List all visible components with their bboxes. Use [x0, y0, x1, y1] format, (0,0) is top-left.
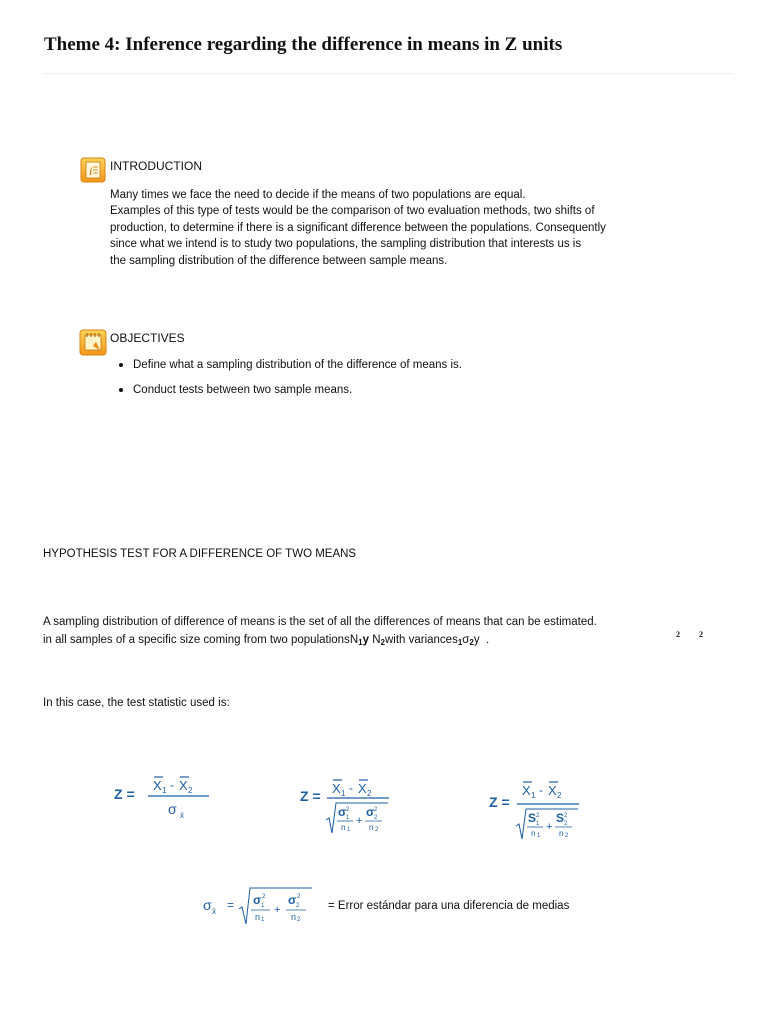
- notepad-icon: [79, 329, 107, 356]
- standard-error-formula: [200, 880, 330, 930]
- svg-text:X: X: [332, 781, 341, 796]
- svg-text:2: 2: [565, 833, 569, 839]
- svg-text:σ: σ: [168, 801, 177, 817]
- svg-text:+: +: [546, 821, 553, 833]
- svg-text:n: n: [559, 829, 564, 838]
- svg-text:σ: σ: [366, 805, 375, 819]
- svg-text:2: 2: [375, 827, 379, 833]
- svg-text:n: n: [369, 823, 374, 832]
- svg-text:2: 2: [346, 807, 350, 813]
- population-n: N: [349, 634, 359, 646]
- svg-text:1: 1: [347, 827, 351, 833]
- svg-text:2: 2: [188, 786, 193, 795]
- objectives-list: [118, 357, 462, 407]
- info-note-icon: [80, 157, 106, 183]
- svg-text:2: 2: [536, 813, 540, 819]
- sigma-symbol: σ: [462, 634, 470, 646]
- superscript: 2: [676, 630, 680, 639]
- svg-text:X: X: [179, 778, 188, 793]
- standard-error-label: = Error estándar para una diferencia de medias: [328, 900, 570, 912]
- svg-text:X: X: [153, 778, 162, 793]
- svg-text:2: 2: [374, 807, 378, 813]
- svg-text:+: +: [356, 815, 363, 827]
- svg-text:-: -: [349, 781, 353, 795]
- svg-text:X: X: [358, 781, 367, 796]
- svg-text:+: +: [274, 904, 281, 916]
- svg-text:2: 2: [557, 791, 562, 800]
- svg-text:n: n: [341, 823, 346, 832]
- definition-line-2: [43, 631, 733, 652]
- z-formula-sample-variance: [486, 778, 586, 848]
- svg-text:1: 1: [531, 791, 536, 800]
- svg-text:1: 1: [261, 917, 265, 923]
- svg-text:X: X: [548, 783, 557, 798]
- hypothesis-heading: HYPOTHESIS TEST FOR A DIFFERENCE OF TWO MEANS: [43, 548, 357, 560]
- list-item: Conduct tests between two sample means.: [118, 382, 462, 407]
- svg-text:x̄: x̄: [180, 811, 184, 820]
- svg-text:1: 1: [537, 833, 541, 839]
- z-formula-sigma-xbar: [110, 768, 220, 828]
- definition-line-1: A sampling distribution of difference of means is the set of all the differences of means that can be estimated.: [43, 616, 597, 628]
- svg-text:2: 2: [564, 813, 568, 819]
- svg-text:2: 2: [374, 815, 378, 821]
- svg-text:2: 2: [262, 894, 266, 900]
- introduction-text: [110, 187, 670, 269]
- conjunction: y: [473, 634, 480, 646]
- svg-text:σ: σ: [203, 897, 212, 913]
- intro-line: the sampling distribution of the difference between sample means.: [110, 254, 448, 267]
- svg-text:σ: σ: [338, 805, 347, 819]
- svg-text:i: i: [89, 164, 93, 178]
- svg-text:2: 2: [564, 821, 568, 827]
- svg-text:n: n: [291, 912, 297, 922]
- subscript: 1: [358, 638, 363, 647]
- definition-paragraph: [43, 613, 733, 652]
- svg-text:2: 2: [297, 917, 301, 923]
- intro-line: since what we intend is to study two populations, the sampling distribution that interests us is: [110, 238, 582, 251]
- svg-text:1: 1: [162, 786, 167, 795]
- svg-text:σ: σ: [288, 893, 297, 907]
- intro-line: Many times we face the need to decide if the means of two populations are equal.: [110, 189, 526, 201]
- svg-text:-: -: [539, 783, 543, 797]
- z-formula-population-variance: [296, 772, 396, 842]
- svg-text:S: S: [528, 811, 537, 825]
- svg-text:1: 1: [346, 815, 350, 821]
- introduction-heading: INTRODUCTION: [110, 159, 202, 173]
- superscript: 2: [699, 630, 703, 639]
- svg-text:S: S: [556, 811, 565, 825]
- svg-text:x̄: x̄: [212, 907, 216, 916]
- definition-text: with variances: [384, 634, 458, 646]
- subscript: 2: [380, 638, 385, 647]
- page-title: Theme 4: Inference regarding the difference in means in Z units: [44, 34, 563, 55]
- objectives-heading: OBJECTIVES: [110, 331, 185, 345]
- subscript: 2: [469, 638, 474, 647]
- svg-text:n: n: [531, 829, 536, 838]
- svg-text:=: =: [227, 898, 235, 912]
- svg-text:1: 1: [341, 789, 346, 798]
- svg-text:2: 2: [367, 789, 372, 798]
- statistic-intro: In this case, the test statistic used is:: [43, 697, 230, 709]
- svg-text:2: 2: [297, 894, 301, 900]
- intro-line: production, to determine if there is a significant difference between the populations. Consequently: [110, 221, 606, 234]
- svg-text:2: 2: [296, 903, 300, 909]
- population-n: N: [372, 634, 381, 646]
- period: .: [485, 634, 490, 646]
- svg-text:n: n: [255, 912, 261, 922]
- list-item: Define what a sampling distribution of the difference of means is.: [118, 357, 462, 382]
- conjunction: y: [362, 634, 369, 646]
- svg-text:Z =: Z =: [489, 794, 510, 810]
- svg-text:σ: σ: [253, 893, 262, 907]
- svg-text:X: X: [522, 783, 531, 798]
- title-divider: [44, 73, 734, 74]
- z-label: Z =: [114, 786, 135, 802]
- definition-text: in all samples of a specific size coming from two populations: [43, 634, 350, 646]
- svg-text:Z =: Z =: [300, 788, 321, 804]
- intro-line: Examples of this type of tests would be the comparison of two evaluation methods, two shifts of: [110, 205, 595, 218]
- svg-text:-: -: [170, 778, 174, 792]
- svg-text:1: 1: [261, 903, 265, 909]
- svg-text:1: 1: [536, 821, 540, 827]
- subscript: 1: [457, 638, 463, 647]
